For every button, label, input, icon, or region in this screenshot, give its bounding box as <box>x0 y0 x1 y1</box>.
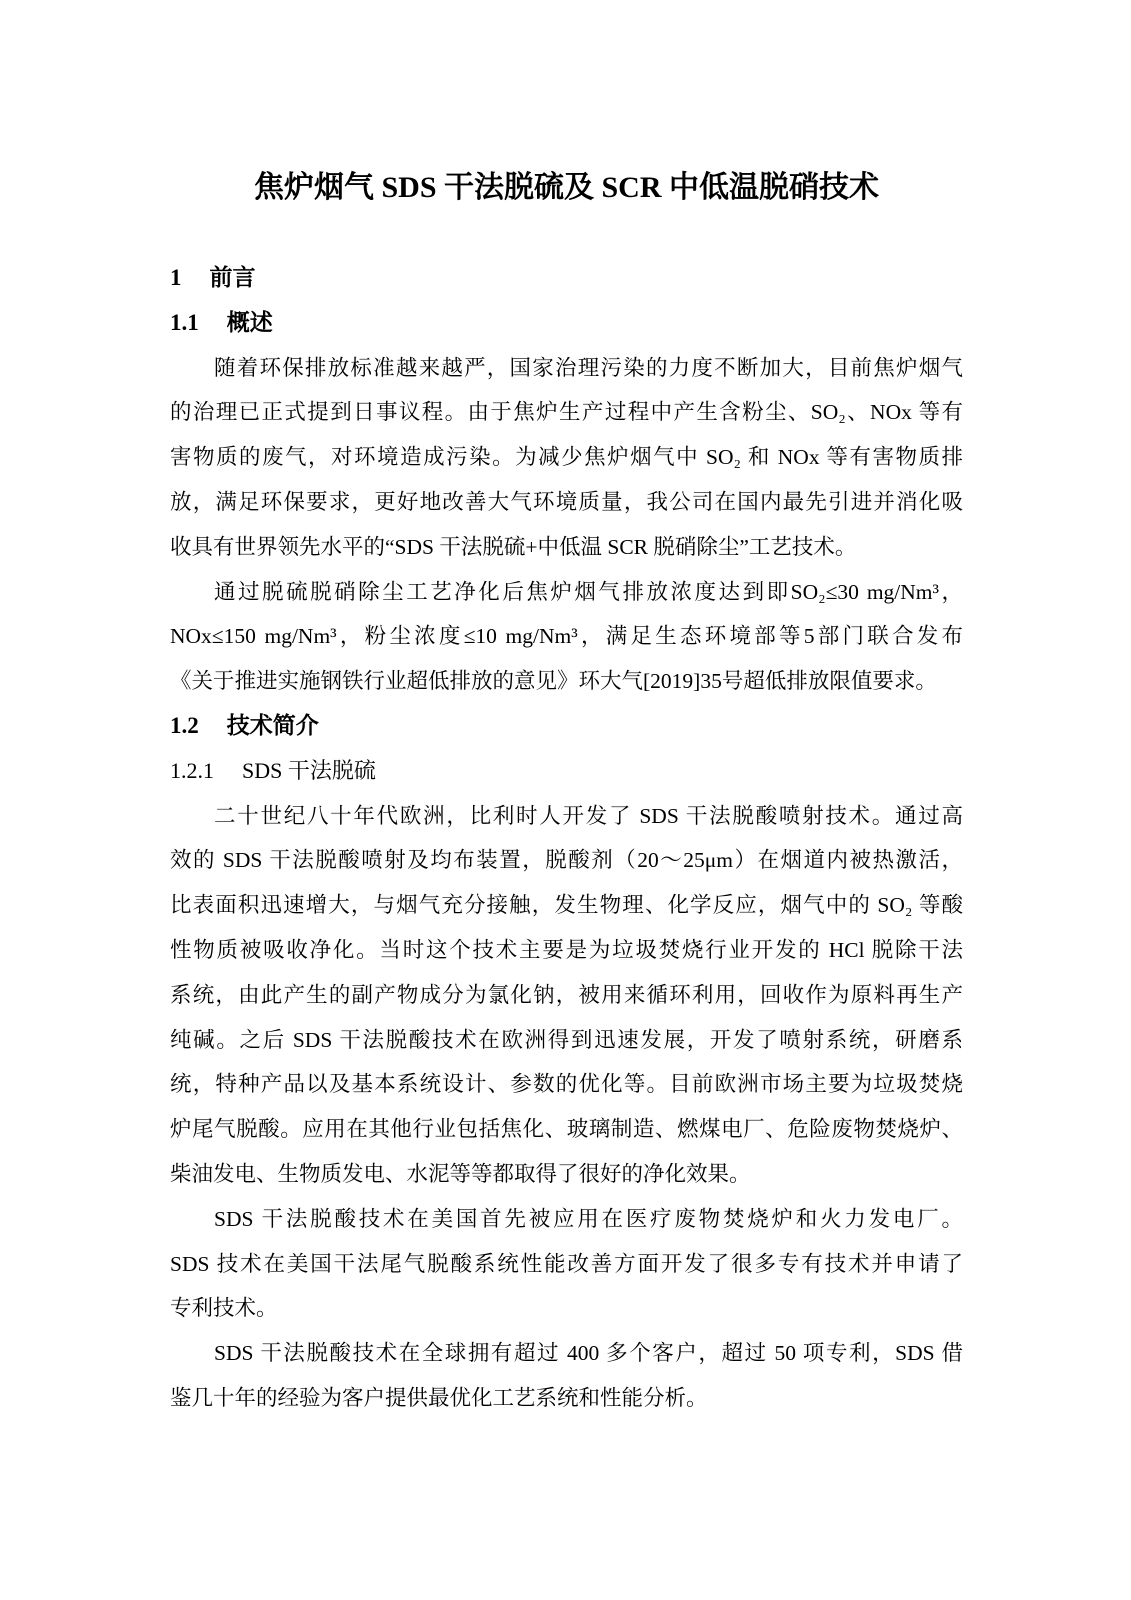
section-title-1: 前言 <box>209 265 256 290</box>
text-line: 通过脱硫脱硝除尘工艺净化后焦炉烟气排放浓度达到即SO₂≤30 mg/Nm³， <box>214 579 963 604</box>
paragraph-overview-2 <box>170 570 963 704</box>
paragraph-sds-global <box>170 1331 963 1421</box>
document-title: 焦炉烟气 SDS 干法脱硫及 SCR 中低温脱硝技术 <box>253 171 880 204</box>
text-line: SDS 干法脱酸技术在美国首先被应用在医疗废物焚烧炉和火力发电厂。 <box>214 1206 963 1231</box>
text-line: 柴油发电、生物质发电、水泥等等都取得了很好的净化效果。 <box>170 1161 751 1186</box>
paragraph-overview-1 <box>170 346 963 570</box>
section-number-1-2: 1.2 <box>170 712 199 738</box>
text-line: 统，特种产品以及基本系统设计、参数的优化等。目前欧洲市场主要为垃圾焚烧 <box>170 1072 963 1097</box>
text-line: 比表面积迅速增大，与烟气充分接触，发生物理、化学反应，烟气中的 SO₂ 等酸 <box>170 893 963 918</box>
text-line: 收具有世界领先水平的“SDS 干法脱硫+中低温 SCR 脱硝除尘”工艺技术。 <box>170 534 857 559</box>
paragraph-sds-history <box>170 794 963 1197</box>
text-line: NOx≤150 mg/Nm³，粉尘浓度≤10 mg/Nm³，满足生态环境部等5部门联合发布 <box>170 624 963 649</box>
text-line: SDS 干法脱酸技术在全球拥有超过 400 多个客户，超过 50 项专利，SDS 借 <box>214 1341 963 1366</box>
section-heading-1 <box>170 256 963 301</box>
section-heading-1-2 <box>170 704 963 749</box>
section-number-1-1: 1.1 <box>170 309 199 335</box>
section-title-1-2: 技术简介 <box>226 712 319 738</box>
text-line: 效的 SDS 干法脱酸喷射及均布装置，脱酸剂（20～25μm）在烟道内被热激活， <box>170 848 963 873</box>
text-line: 的治理已正式提到日事议程。由于焦炉生产过程中产生含粉尘、SO₂、NOx 等有 <box>170 400 963 425</box>
text-line: SDS 技术在美国干法尾气脱酸系统性能改善方面开发了很多专有技术并申请了 <box>170 1251 963 1276</box>
text-line: 《关于推进实施钢铁行业超低排放的意见》环大气[2019]35号超低排放限值要求。 <box>170 669 937 694</box>
section-number-1: 1 <box>170 265 182 290</box>
text-line: 放，满足环保要求，更好地改善大气环境质量，我公司在国内最先引进并消化吸 <box>170 489 963 514</box>
document-content <box>170 0 963 1421</box>
text-line: 二十世纪八十年代欧洲，比利时人开发了 SDS 干法脱酸喷射技术。通过高 <box>214 803 963 828</box>
section-title-1-2-1: SDS 干法脱硫 <box>242 757 376 783</box>
text-line: 随着环保排放标准越来越严，国家治理污染的力度不断加大，目前焦炉烟气 <box>214 355 963 380</box>
section-heading-1-2-1 <box>170 749 963 794</box>
text-line: 性物质被吸收净化。当时这个技术主要是为垃圾焚烧行业开发的 HCl 脱除干法 <box>170 937 963 962</box>
section-heading-1-1 <box>170 301 963 346</box>
paragraph-sds-usa <box>170 1197 963 1331</box>
section-number-1-2-1: 1.2.1 <box>170 757 214 783</box>
text-line: 鉴几十年的经验为客户提供最优化工艺系统和性能分析。 <box>170 1385 708 1410</box>
text-line: 炉尾气脱酸。应用在其他行业包括焦化、玻璃制造、燃煤电厂、危险废物焚烧炉、 <box>170 1117 963 1142</box>
text-line: 害物质的废气，对环境造成污染。为减少焦炉烟气中 SO₂ 和 NOx 等有害物质排 <box>170 445 963 470</box>
text-line: 专利技术。 <box>170 1296 278 1321</box>
text-line: 纯碱。之后 SDS 干法脱酸技术在欧洲得到迅速发展，开发了喷射系统，研磨系 <box>170 1027 963 1052</box>
section-title-1-1: 概述 <box>226 309 273 335</box>
text-line: 系统，由此产生的副产物成分为氯化钠，被用来循环利用，回收作为原料再生产 <box>170 982 963 1007</box>
